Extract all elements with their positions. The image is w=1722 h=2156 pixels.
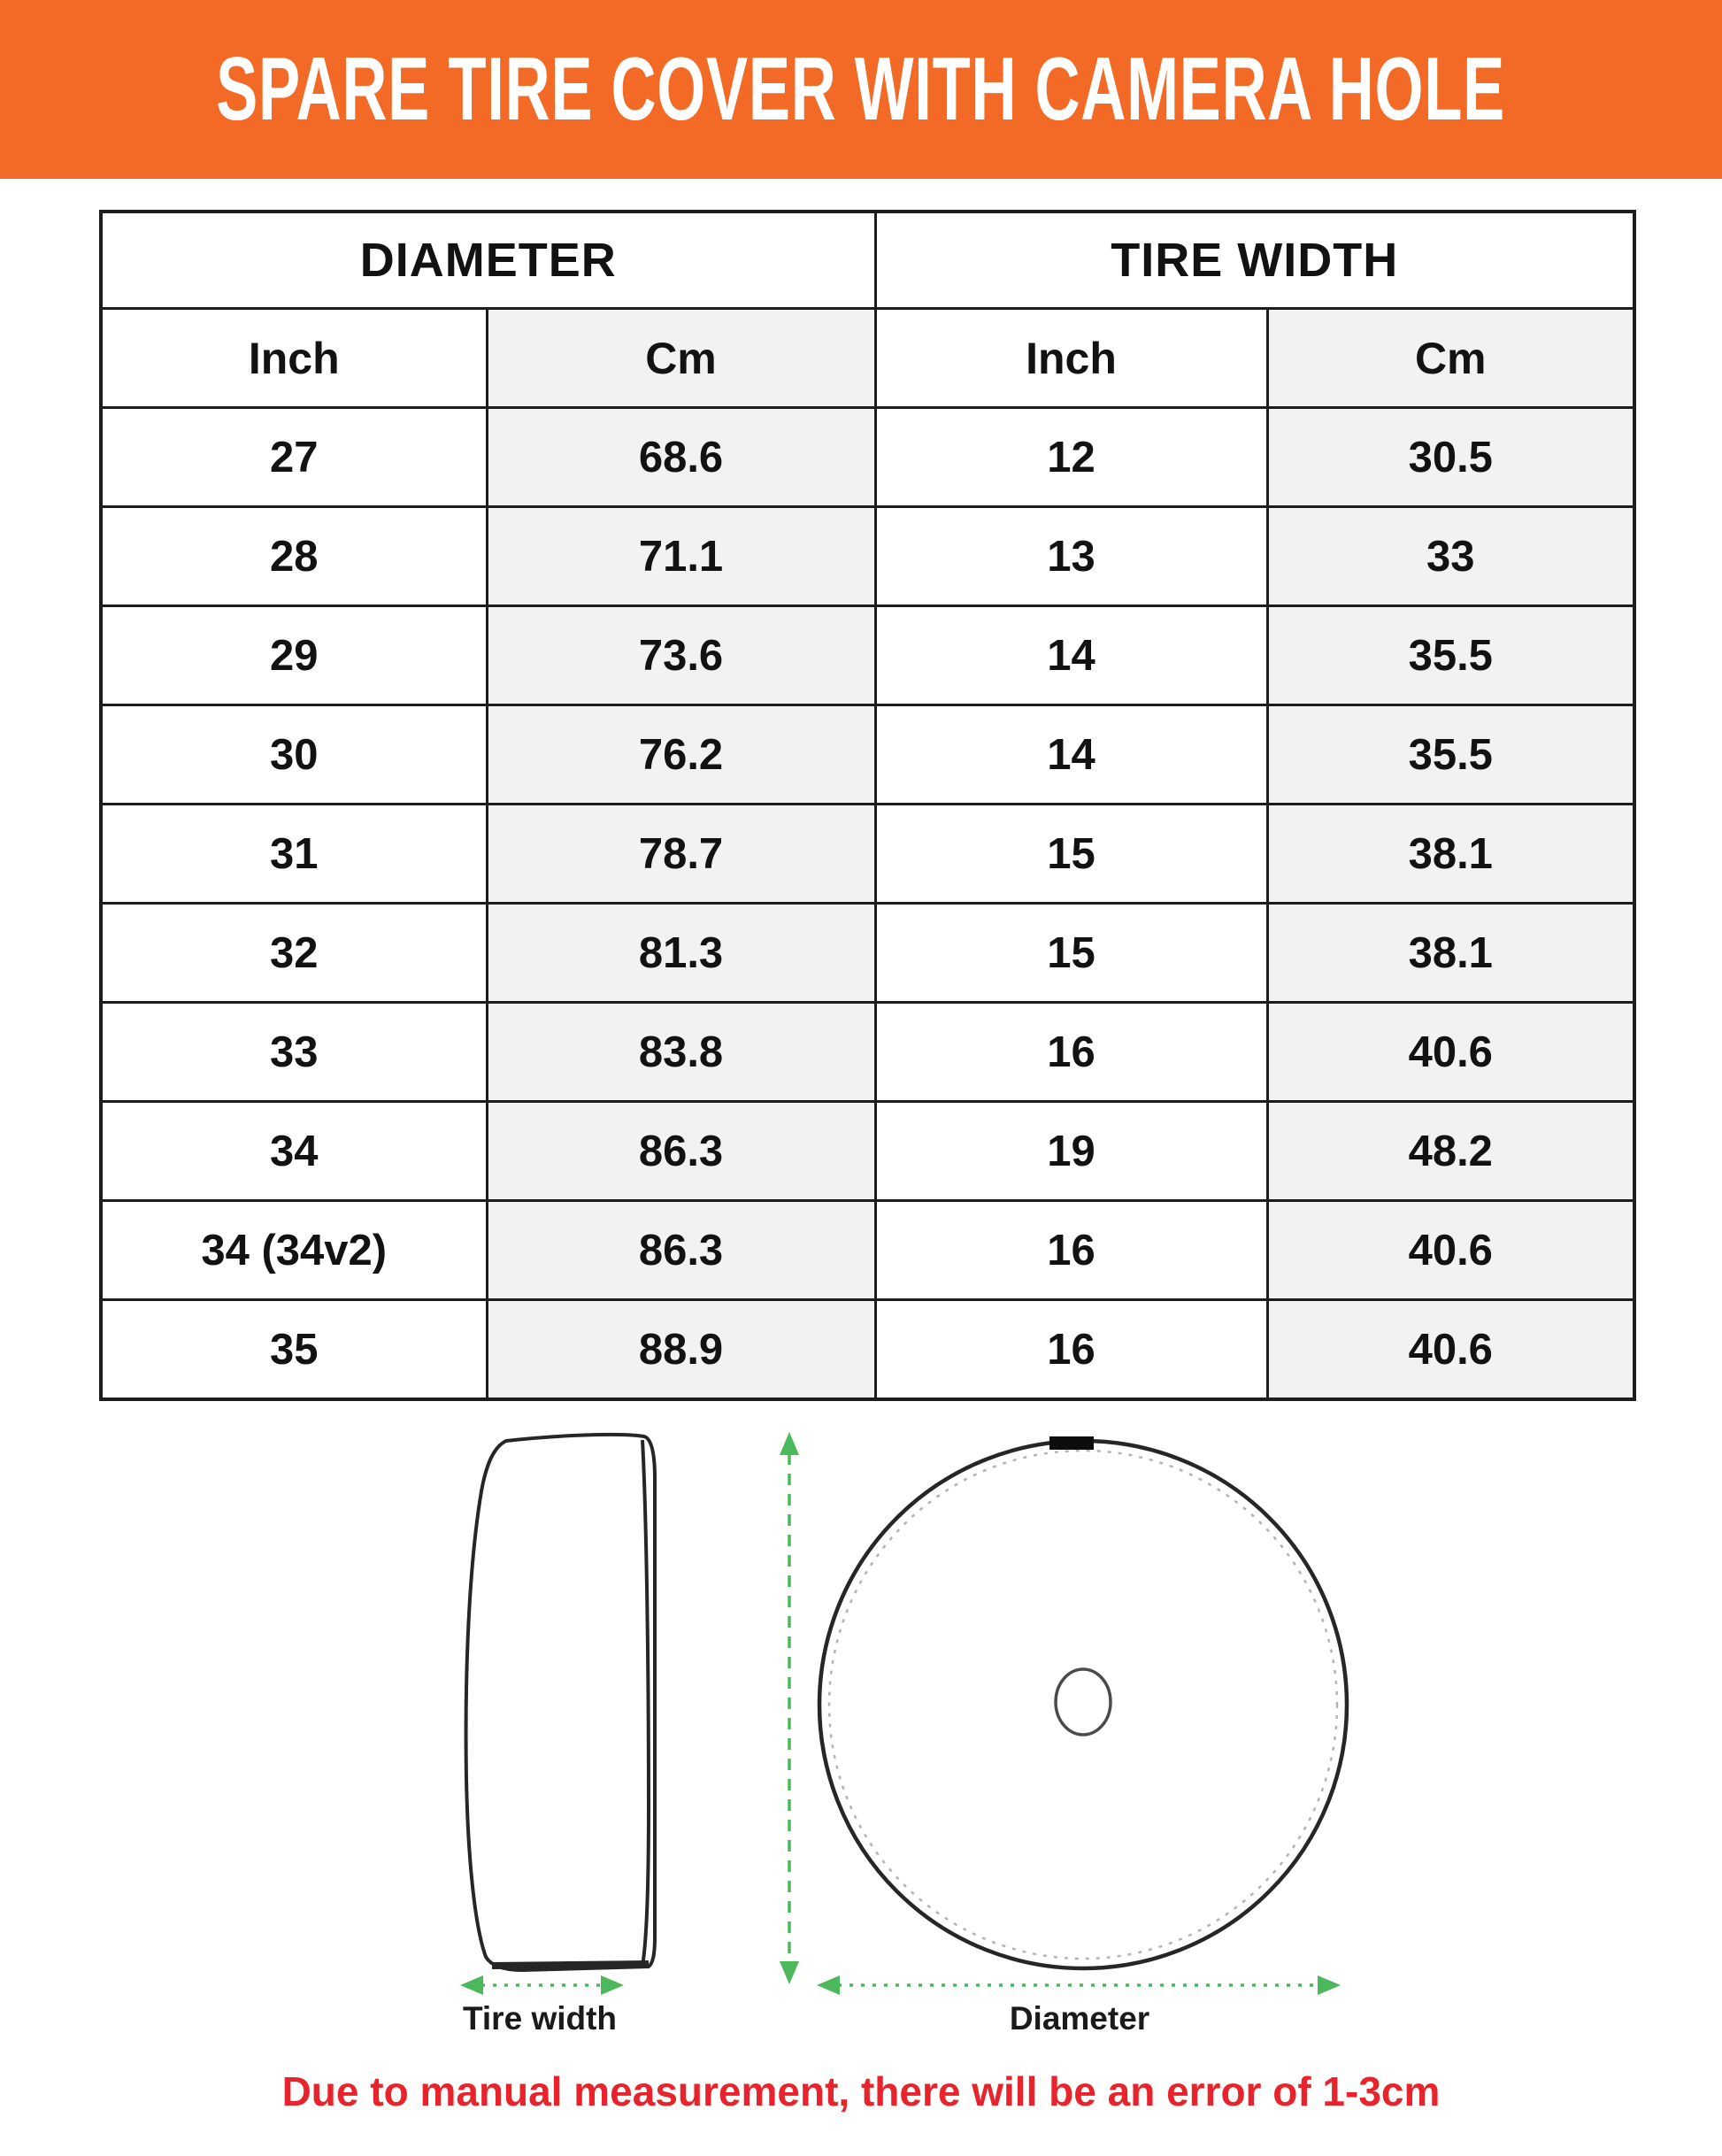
tire-base-line — [492, 1964, 649, 1966]
table-cell: 13 — [875, 507, 1267, 606]
table-cell: 12 — [875, 408, 1267, 507]
column-header-inch: Inch — [875, 309, 1267, 408]
table-cell: 88.9 — [487, 1300, 875, 1400]
table-cell: 38.1 — [1267, 904, 1634, 1003]
table-row — [101, 1201, 1634, 1300]
table-cell: 16 — [875, 1201, 1267, 1300]
table-row — [101, 606, 1634, 705]
table-cell: 40.6 — [1267, 1300, 1634, 1400]
column-header-cm: Cm — [1267, 309, 1634, 408]
table-cell: 35 — [101, 1300, 487, 1400]
table-cell: 76.2 — [487, 705, 875, 805]
table-row — [101, 408, 1634, 507]
tire-width-arrow — [460, 1975, 624, 1995]
table-cell: 32 — [101, 904, 487, 1003]
table-cell: 30 — [101, 705, 487, 805]
vertical-measure-arrow — [780, 1432, 799, 1984]
table-cell: 19 — [875, 1102, 1267, 1201]
tire-side-view — [466, 1435, 655, 1970]
group-header-tire-width: TIRE WIDTH — [875, 212, 1634, 309]
table-cell: 33 — [1267, 507, 1634, 606]
table-cell: 35.5 — [1267, 606, 1634, 705]
table-row — [101, 1003, 1634, 1102]
table-cell: 15 — [875, 904, 1267, 1003]
table-cell: 78.7 — [487, 805, 875, 904]
table-cell: 48.2 — [1267, 1102, 1634, 1201]
table-cell: 35.5 — [1267, 705, 1634, 805]
table-cell: 40.6 — [1267, 1201, 1634, 1300]
table-cell: 71.1 — [487, 507, 875, 606]
table-cell: 15 — [875, 805, 1267, 904]
column-header-cm: Cm — [487, 309, 875, 408]
table-cell: 33 — [101, 1003, 487, 1102]
table-row — [101, 705, 1634, 805]
table-group-header-row — [101, 212, 1634, 309]
table-cell: 27 — [101, 408, 487, 507]
table-cell: 73.6 — [487, 606, 875, 705]
size-diagram — [0, 1407, 1722, 2067]
banner — [0, 0, 1722, 179]
diameter-label: Diameter — [1009, 2000, 1150, 2037]
table-cell: 86.3 — [487, 1102, 875, 1201]
camera-hole — [1056, 1669, 1111, 1735]
table-row — [101, 1102, 1634, 1201]
table-cell: 31 — [101, 805, 487, 904]
table-column-header-row — [101, 309, 1634, 408]
table-cell: 28 — [101, 507, 487, 606]
size-table — [99, 210, 1636, 1401]
table-cell: 81.3 — [487, 904, 875, 1003]
table-row — [101, 1300, 1634, 1400]
column-header-inch: Inch — [101, 309, 487, 408]
table-cell: 29 — [101, 606, 487, 705]
table-cell: 16 — [875, 1300, 1267, 1400]
group-header-diameter: DIAMETER — [101, 212, 875, 309]
table-cell: 68.6 — [487, 408, 875, 507]
measurement-error-note: Due to manual measurement, there will be an error of 1-3cm — [281, 2068, 1441, 2114]
table-cell: 16 — [875, 1003, 1267, 1102]
table-cell: 14 — [875, 606, 1267, 705]
tire-width-label: Tire width — [462, 2000, 618, 2037]
table-cell: 40.6 — [1267, 1003, 1634, 1102]
table-cell: 83.8 — [487, 1003, 875, 1102]
table-cell: 34 (34v2) — [101, 1201, 487, 1300]
tire-front-view — [819, 1436, 1347, 1968]
table-row — [101, 805, 1634, 904]
strap-notch — [1049, 1436, 1094, 1450]
table-cell: 14 — [875, 705, 1267, 805]
table-cell: 86.3 — [487, 1201, 875, 1300]
table-cell: 38.1 — [1267, 805, 1634, 904]
table-row — [101, 904, 1634, 1003]
table-row — [101, 507, 1634, 606]
table-cell: 30.5 — [1267, 408, 1634, 507]
table-cell: 34 — [101, 1102, 487, 1201]
diameter-arrow — [817, 1975, 1341, 1995]
page-title: SPARE TIRE COVER WITH CAMERA HOLE — [216, 39, 1506, 139]
